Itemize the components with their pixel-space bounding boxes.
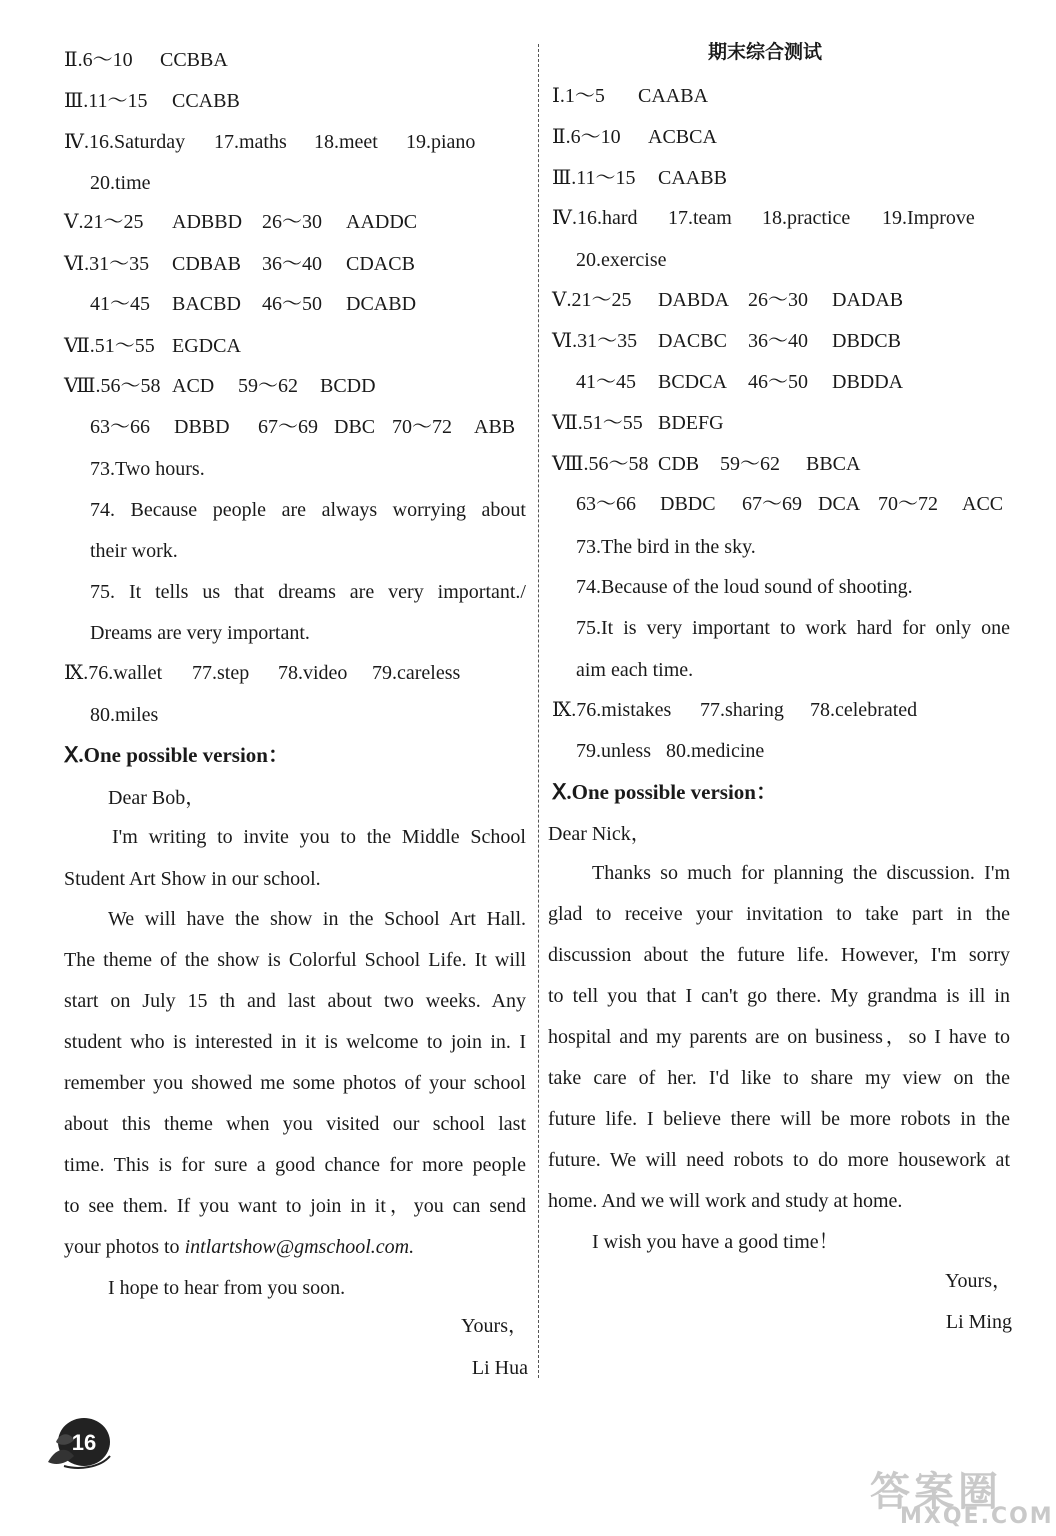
short-answer: 74.Because of the loud sound of shooting.	[576, 576, 913, 598]
essay-line: start on July 15 th and last about two weeks. Any	[64, 990, 526, 1012]
answer-row: Ⅴ.21～25 DABDA 26～30 DADAB	[552, 289, 904, 311]
answer-row: Ⅷ.56～58 ACD 59～62 BCDD	[64, 375, 376, 397]
salutation: Dear Bob，	[108, 787, 206, 809]
essay-line: future life. I believe there will be more robots in the	[548, 1108, 1010, 1130]
watermark-text: 答案圈	[870, 1469, 1002, 1515]
essay-line: remember you showed me some photos of your school	[64, 1072, 526, 1094]
short-answer: 75.It is very important to work hard for only one	[576, 617, 1010, 639]
essay-line: to see them. If you want to join in it，you can send	[64, 1195, 526, 1217]
essay-line: time. This is for sure a good chance for more people	[64, 1154, 526, 1176]
essay-line: Thanks so much for planning the discussion. I'm	[592, 862, 1010, 884]
page-number-badge	[44, 1412, 116, 1470]
section-title: 期末综合测试	[708, 41, 823, 63]
answer-row: 20.time	[90, 172, 151, 194]
answer-row: Ⅶ.51～55 EGDCA	[64, 335, 241, 357]
short-answer: aim each time.	[576, 659, 694, 681]
essay-line: discussion about the future life. However, I'm sorry	[548, 944, 1010, 966]
vocab-row: 80.miles	[90, 704, 159, 726]
essay-line: future. We will need robots to do more housework at	[548, 1149, 1010, 1171]
short-answer: 73.Two hours.	[90, 458, 205, 480]
essay-line: Student Art Show in our school.	[64, 868, 321, 890]
essay-line: take care of her. I'd like to share my view on the	[548, 1067, 1010, 1089]
column-divider	[538, 44, 539, 1378]
essay-heading: Ⅹ.One possible version：	[64, 743, 289, 767]
watermark-url: MXQE.COM	[900, 1504, 1054, 1529]
answer-row: Ⅰ.1～5 CAABA	[552, 85, 709, 107]
answer-row: Ⅵ.31～35 CDBAB 36～40 CDACB	[64, 253, 415, 275]
essay-line: student who is interested in it is welcome to join in. I	[64, 1031, 526, 1053]
essay-line: to tell you that I can't go there. My grandma is ill in	[548, 985, 1010, 1007]
essay-line: I'm writing to invite you to the Middle School	[112, 826, 526, 848]
salutation: Dear Nick，	[548, 823, 651, 845]
signature: Li Ming	[945, 1311, 1012, 1333]
answer-row: 63～66 DBDC 67～69 DCA 70～72 ACC	[576, 493, 1004, 515]
watermark	[860, 1460, 1054, 1530]
answer-row: Ⅴ.21～25 ADBBD 26～30 AADDC	[64, 211, 418, 233]
essay-line: glad to receive your invitation to take part in the	[548, 903, 1010, 925]
yours: Yours，	[461, 1315, 528, 1337]
essay-line: about this theme when you visited our school last	[64, 1113, 526, 1135]
short-answer: 73.The bird in the sky.	[576, 536, 756, 558]
essay-heading: Ⅹ.One possible version：	[552, 780, 777, 804]
signature: Li Hua	[471, 1357, 528, 1379]
answer-row: Ⅳ.16.hard 17.team 18.practice 19.Improve	[552, 207, 975, 229]
email-address: intlartshow@gmschool.com.	[184, 1236, 415, 1258]
answer-row: Ⅱ.6～10 ACBCA	[552, 126, 717, 148]
answer-row: 41～45 BACBD 46～50 DCABD	[90, 293, 417, 315]
essay-line: We will have the show in the School Art Hall.	[108, 908, 526, 930]
short-answer: their work.	[90, 540, 178, 562]
answer-row: 41～45 BCDCA 46～50 DBDDA	[576, 371, 904, 393]
essay-line: The theme of the show is Colorful School Life. It will	[64, 949, 526, 971]
closing-line: I wish you have a good time！	[592, 1231, 839, 1253]
answer-row: 63～66 DBBD 67～69 DBC 70～72 ABB	[90, 416, 516, 438]
page-number: 16	[71, 1430, 97, 1455]
vocab-row: Ⅸ.76.wallet 77.step 78.video 79.careless	[64, 662, 461, 684]
answer-row: Ⅶ.51～55 BDEFG	[552, 412, 724, 434]
essay-line: your photos to intlartshow@gmschool.com.	[64, 1236, 415, 1258]
answer-row: Ⅱ.6～10 CCBBA	[64, 49, 228, 71]
yours: Yours，	[945, 1270, 1012, 1292]
essay-line: hospital and my parents are on business，so I have to	[548, 1026, 1010, 1048]
short-answer: 74. Because people are always worrying about	[90, 499, 526, 521]
answer-row: 20.exercise	[576, 249, 667, 271]
vocab-row: 79.unless 80.medicine	[576, 740, 765, 762]
closing-line: I hope to hear from you soon.	[108, 1277, 346, 1299]
vocab-row: Ⅸ.76.mistakes 77.sharing 78.celebrated	[552, 699, 918, 721]
short-answer: 75. It tells us that dreams are very important./	[90, 581, 526, 603]
essay-line: home. And we will work and study at home.	[548, 1190, 903, 1212]
answer-row: Ⅳ.16.Saturday 17.maths 18.meet 19.piano	[64, 131, 476, 153]
answer-row: Ⅲ.11～15 CAABB	[552, 167, 727, 189]
answer-row: Ⅵ.31～35 DACBC 36～40 DBDCB	[552, 330, 901, 352]
answer-row: Ⅲ.11～15 CCABB	[64, 90, 240, 112]
short-answer: Dreams are very important.	[90, 622, 310, 644]
leaf-ornament-icon	[44, 1412, 116, 1470]
answer-row: Ⅷ.56～58 CDB 59～62 BBCA	[552, 453, 861, 475]
